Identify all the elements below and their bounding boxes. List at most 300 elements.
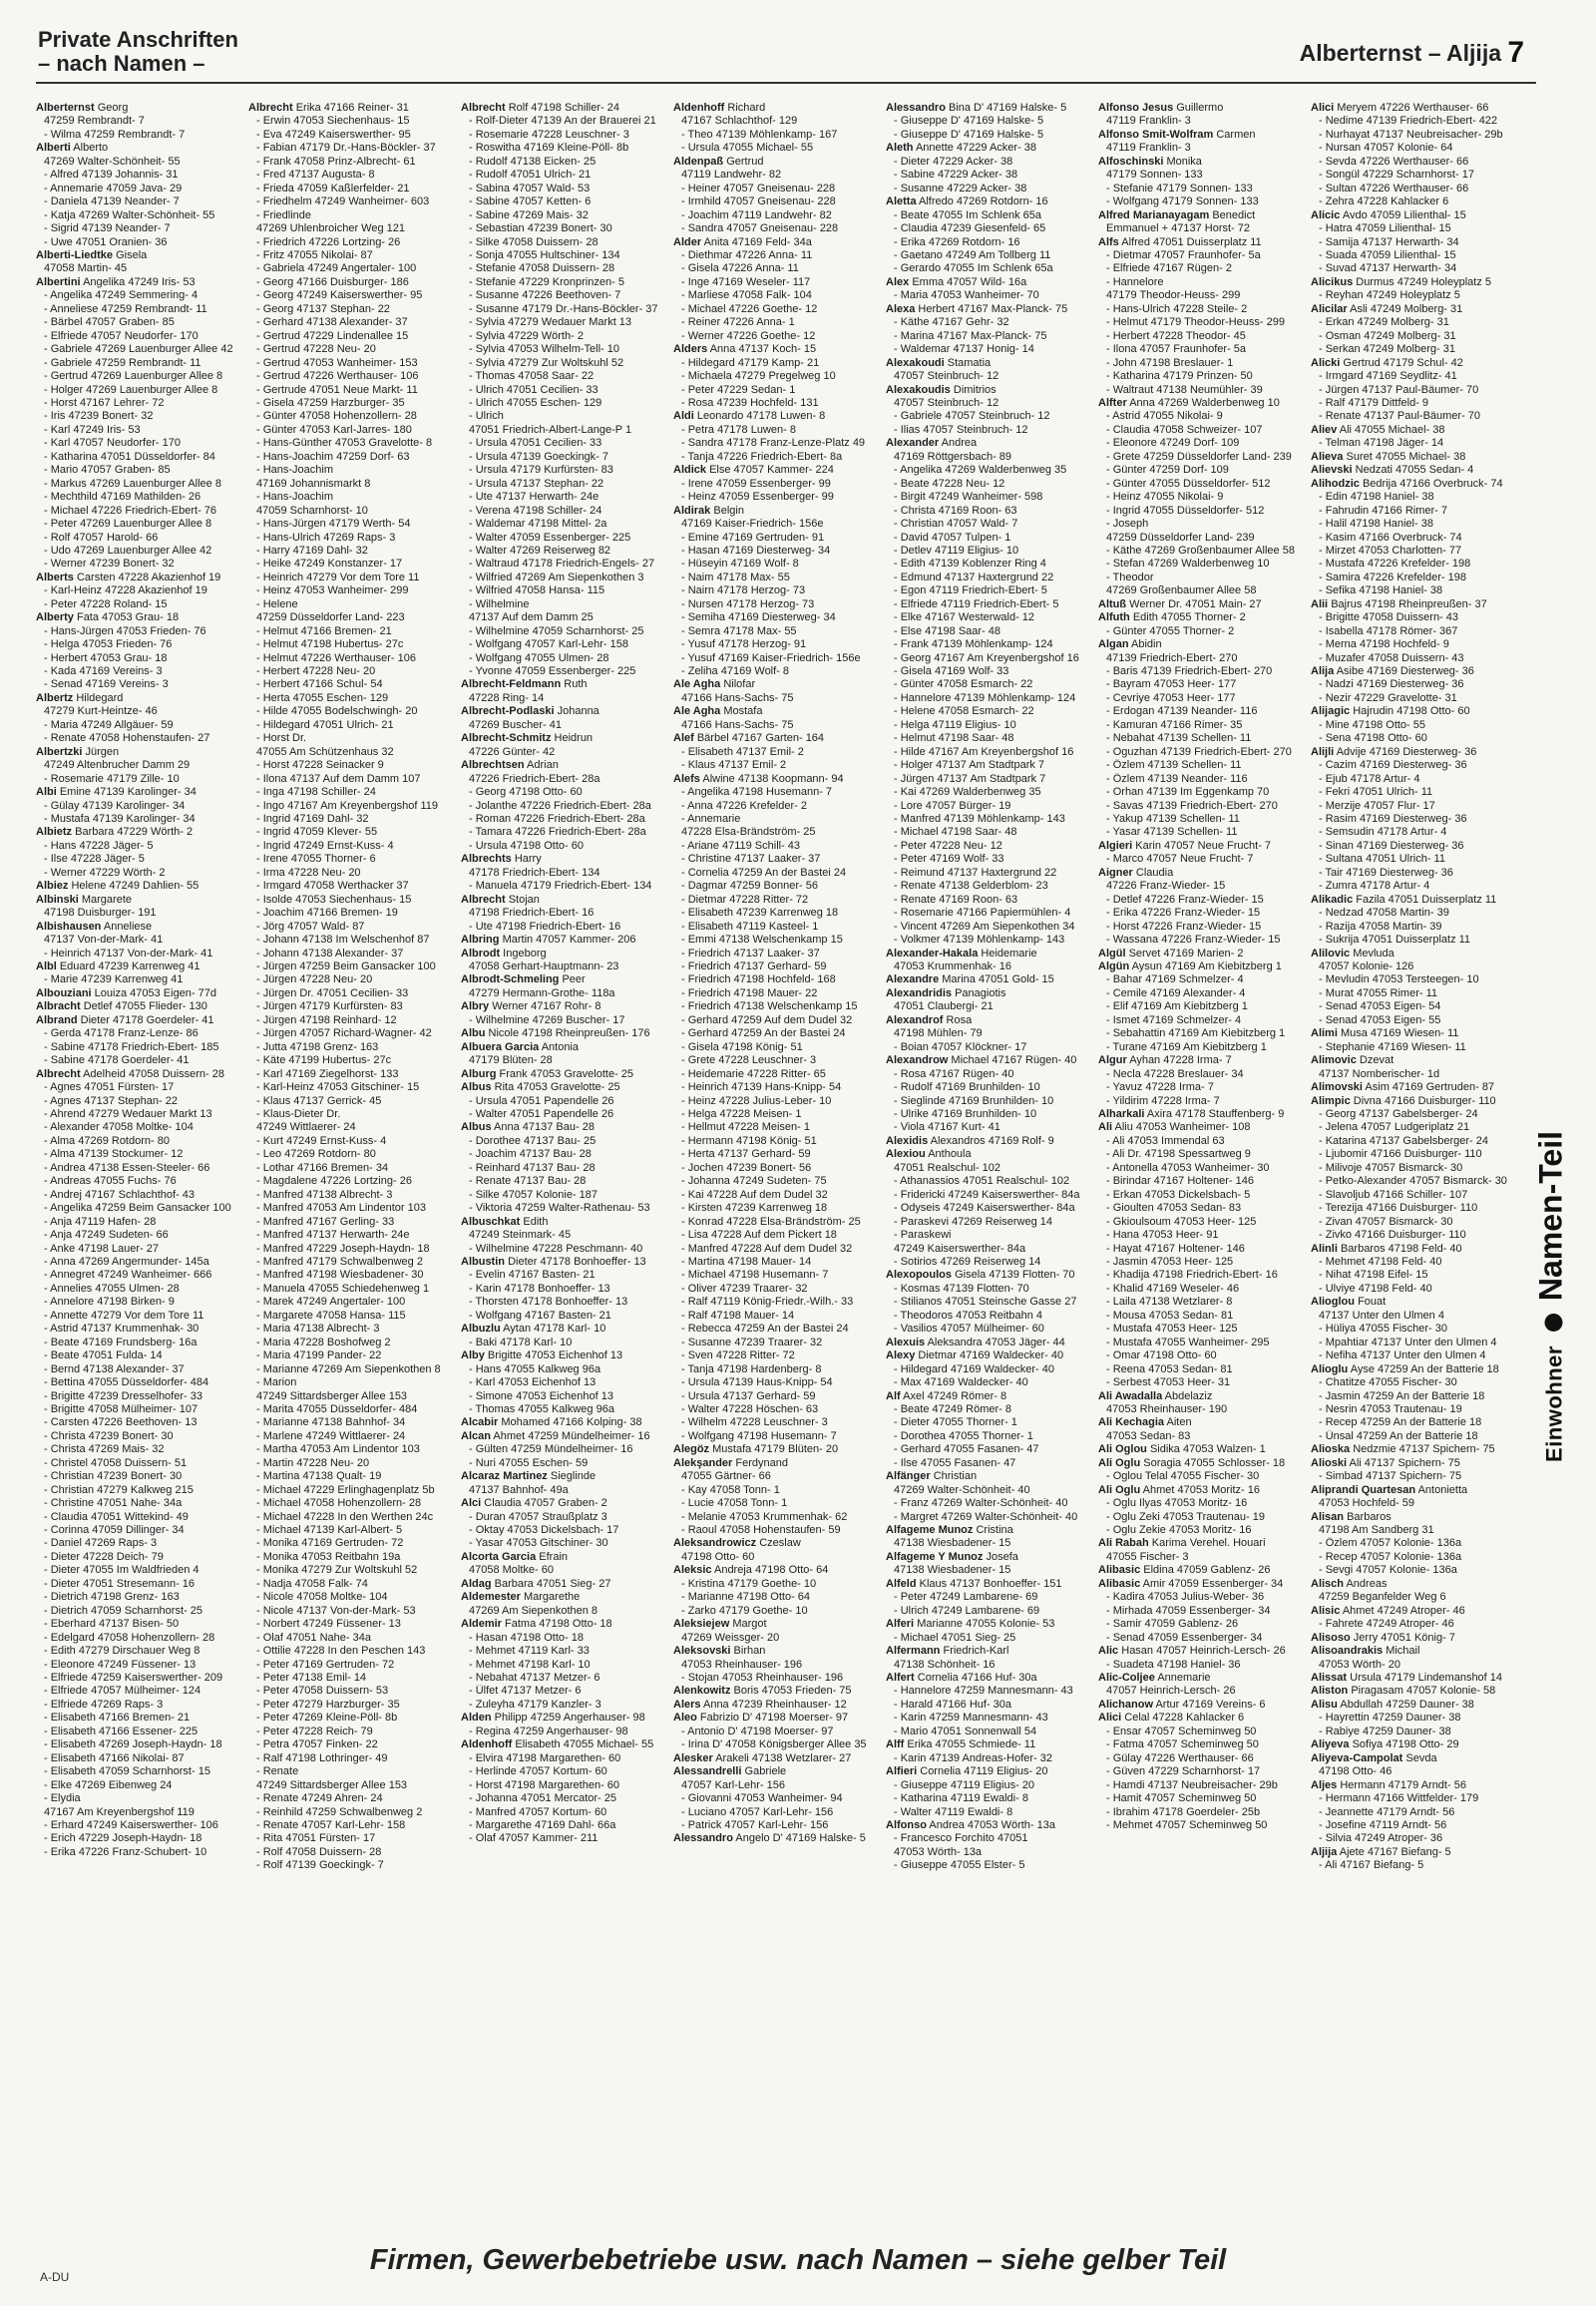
directory-entry <box>673 1229 876 1242</box>
entry-details: Stojan <box>508 893 540 906</box>
section-subtitle: – nach Namen – <box>38 51 205 76</box>
directory-entry <box>1098 1403 1301 1416</box>
directory-entry <box>886 1551 1088 1564</box>
entry-details: - Dietrich 47059 Scharnhorst- 25 <box>44 1604 202 1617</box>
directory-entry <box>248 1337 451 1349</box>
entry-details: 47228 Ring- 14 <box>469 691 545 704</box>
directory-entry <box>673 491 876 504</box>
entry-details: Sieglinde <box>550 1470 597 1483</box>
directory-entry <box>886 397 1088 410</box>
entry-surname: Alii <box>1311 597 1329 610</box>
entry-details: - Erika 47226 Franz-Wieder- 15 <box>1106 907 1261 920</box>
entry-surname: Alexandrow <box>886 1054 949 1067</box>
directory-entry <box>1311 826 1513 839</box>
directory-entry <box>1098 397 1301 410</box>
entry-details: - Iris 47239 Bonert- 32 <box>44 410 154 423</box>
entry-details: - Manfred 47138 Albrecht- 3 <box>256 1188 393 1201</box>
entry-details: - Gülay 47139 Karolinger- 34 <box>44 799 186 812</box>
directory-entry <box>248 1537 451 1550</box>
directory-entry <box>248 183 451 195</box>
directory-entry <box>673 1645 876 1658</box>
entry-surname: Alisoso <box>1311 1631 1351 1644</box>
entry-details: - Mirzet 47053 Charlotten- 77 <box>1319 544 1462 557</box>
directory-entry <box>1098 1027 1301 1040</box>
directory-entry <box>36 1416 238 1429</box>
directory-entry <box>1311 1202 1513 1215</box>
directory-entry <box>1098 1243 1301 1256</box>
directory-entry <box>1311 276 1513 289</box>
entry-details: - Erwin 47053 Siechenhaus- 15 <box>256 115 410 128</box>
directory-entry <box>461 370 663 383</box>
directory-entry <box>886 169 1088 182</box>
directory-entry <box>1311 1363 1513 1376</box>
directory-entry <box>461 384 663 397</box>
entry-details: - Elisabeth 47239 Karrenweg 18 <box>681 907 839 920</box>
directory-entry <box>886 719 1088 732</box>
directory-entry <box>1098 1229 1301 1242</box>
entry-details: Jürgen <box>85 745 120 758</box>
directory-entry <box>248 948 451 961</box>
entry-details: Frank 47053 Gravelotte- 25 <box>499 1067 634 1080</box>
entry-details: - Özlem 47139 Neander- 116 <box>1106 772 1248 785</box>
entry-details: - Christa 47269 Mais- 32 <box>44 1443 165 1456</box>
entry-surname: Alfter <box>1098 396 1127 409</box>
entry-details: - Annelies 47055 Ulmen- 28 <box>44 1282 180 1295</box>
directory-entry <box>673 1806 876 1819</box>
directory-entry <box>1098 1511 1301 1524</box>
directory-entry <box>1311 1443 1513 1456</box>
entry-details: - Christine 47051 Nahe- 34a <box>44 1497 183 1510</box>
entry-surname: Alegöz <box>673 1443 710 1456</box>
entry-details: Heidemarie <box>981 947 1037 960</box>
directory-entry <box>1098 611 1301 624</box>
entry-details: - Erdogan 47139 Neander- 116 <box>1106 705 1258 718</box>
entry-details: - Kirsten 47239 Karrenweg 18 <box>681 1202 828 1215</box>
entry-details: Annemarie <box>1157 1672 1211 1685</box>
directory-entry <box>461 410 663 423</box>
entry-details: - Simbad 47137 Spichern- 75 <box>1319 1470 1462 1483</box>
entry-details: Ruth <box>564 678 588 691</box>
directory-entry <box>461 195 663 208</box>
directory-entry <box>886 545 1088 558</box>
directory-entry <box>1311 1403 1513 1416</box>
entry-details: - Sabine 47229 Acker- 38 <box>894 169 1018 182</box>
directory-entry <box>1311 1337 1513 1349</box>
directory-entry <box>886 1605 1088 1618</box>
entry-details: - Orhan 47139 Im Eggenkamp 70 <box>1106 786 1270 799</box>
entry-details: - Günter 47055 Thorner- 2 <box>1106 624 1235 637</box>
directory-entry <box>1311 222 1513 235</box>
entry-details: - Andrea 47138 Essen-Steeler- 66 <box>44 1161 210 1174</box>
directory-entry <box>36 1337 238 1349</box>
directory-entry <box>886 1283 1088 1296</box>
entry-details: - Mustafa 47053 Heer- 125 <box>1106 1323 1238 1336</box>
directory-column-3 <box>461 102 663 2216</box>
entry-surname: Alex <box>886 275 910 288</box>
entry-details: Karin 47057 Neue Frucht- 7 <box>1135 839 1272 852</box>
entry-details: - Sigrid 47139 Neander- 7 <box>44 222 171 235</box>
entry-details: Nedzati 47055 Sedan- 4 <box>1355 464 1474 477</box>
directory-entry <box>1098 1337 1301 1349</box>
entry-details: - Ulrike 47169 Brunhilden- 10 <box>894 1107 1037 1120</box>
entry-details: - Jürgen 47057 Richard-Wagner- 42 <box>256 1027 432 1040</box>
entry-details: - Sylvia 47279 Zur Woltskuhl 52 <box>469 356 624 369</box>
entry-details: - Katarina 47137 Gabelsberger- 24 <box>1319 1134 1488 1147</box>
entry-details: Martin 47057 Kammer- 206 <box>502 934 636 947</box>
directory-entry <box>1098 1779 1301 1792</box>
entry-details: - Samir 47059 Gablenz- 26 <box>1106 1618 1239 1631</box>
directory-entry <box>886 1337 1088 1349</box>
entry-details: - Susanne 47239 Traarer- 32 <box>681 1336 823 1348</box>
entry-details: - Anja 47119 Hafen- 28 <box>44 1215 157 1228</box>
directory-column-5 <box>886 102 1088 2216</box>
directory-entry <box>673 584 876 597</box>
entry-details: Asli 47249 Molberg- 31 <box>1350 302 1463 315</box>
directory-entry <box>1311 1175 1513 1188</box>
directory-entry <box>1098 1054 1301 1067</box>
directory-entry <box>461 1202 663 1215</box>
entry-details: - Yusuf 47178 Herzog- 91 <box>681 638 807 651</box>
entry-details: 47119 Franklin- 3 <box>1106 142 1191 155</box>
entry-surname: Aleo <box>673 1712 697 1725</box>
entry-details: - Ariane 47119 Schill- 43 <box>681 839 801 852</box>
entry-surname: Albrodt <box>461 947 501 960</box>
entry-details: - Viola 47167 Kurt- 41 <box>894 1121 1000 1134</box>
entry-details: - Heinrich 47137 Von-der-Mark- 41 <box>44 947 213 960</box>
entry-details: - Horst 47228 Seinacker 9 <box>256 759 384 772</box>
directory-entry <box>1098 732 1301 745</box>
directory-entry <box>461 1497 663 1510</box>
entry-details: 47249 Sittardsberger Allee 153 <box>256 1778 408 1791</box>
entry-details: - Samira 47226 Krefelder- 198 <box>1319 571 1466 583</box>
directory-entry <box>461 1283 663 1296</box>
entry-surname: Alexopoulos <box>886 1269 953 1282</box>
directory-entry <box>36 665 238 678</box>
entry-details: - Ursula 47055 Michael- 55 <box>681 142 814 155</box>
entry-details: - Nebahat 47139 Schellen- 11 <box>1106 732 1252 745</box>
entry-details: - Cazim 47169 Diesterweg- 36 <box>1319 759 1467 772</box>
directory-entry <box>461 1041 663 1054</box>
entry-details: - Hans-Joachim 47259 Dorf- 63 <box>256 450 410 463</box>
directory-entry <box>673 1792 876 1805</box>
directory-entry <box>886 1738 1088 1751</box>
directory-entry <box>248 638 451 651</box>
entry-details: - Manfred 47228 Auf dem Dudel 32 <box>681 1242 853 1255</box>
directory-entry <box>673 209 876 222</box>
entry-details: - Herbert 47166 Schul- 54 <box>256 678 383 691</box>
directory-entry <box>886 1027 1088 1040</box>
directory-entry <box>1311 894 1513 907</box>
entry-details: - Karl-Heinz 47053 Gitschiner- 15 <box>256 1081 420 1094</box>
directory-entry <box>1098 1256 1301 1269</box>
entry-details: - Wilhelm 47228 Leuschner- 3 <box>681 1416 828 1429</box>
entry-details: - Gabriele 47269 Lauenburger Allee 42 <box>44 343 233 356</box>
entry-surname: Aleksic <box>673 1564 712 1577</box>
entry-details: Claudia 47057 Graben- 2 <box>484 1497 607 1510</box>
directory-entry <box>1098 370 1301 383</box>
directory-entry <box>36 678 238 691</box>
directory-entry <box>673 478 876 491</box>
directory-entry <box>1311 303 1513 316</box>
entry-details: Cornelia 47119 Eligius- 20 <box>920 1765 1048 1778</box>
entry-surname: Albiez <box>36 880 69 893</box>
directory-entry <box>673 129 876 142</box>
entry-details: - Wilfried 47269 Am Siepenkothen 3 <box>469 571 644 583</box>
entry-details: - Claudia 47239 Giesenfeld- 65 <box>894 222 1046 235</box>
entry-details: - Johann 47138 Im Welschenhof 87 <box>256 934 430 947</box>
entry-details: 47198 Am Sandberg 31 <box>1319 1524 1434 1537</box>
entry-details: - Manfred 47139 Möhlenkamp- 143 <box>894 813 1065 826</box>
entry-details: - Hildegard 47169 Waldecker- 40 <box>894 1362 1055 1375</box>
entry-details: - Sinan 47169 Diesterweg- 36 <box>1319 839 1464 852</box>
entry-details: - Rasim 47169 Diesterweg- 36 <box>1319 813 1467 826</box>
directory-entry <box>673 867 876 880</box>
entry-surname: Alferi <box>886 1618 915 1631</box>
entry-surname: Albrechts <box>461 853 512 866</box>
directory-entry <box>886 1752 1088 1765</box>
entry-details: - Ali 47167 Biefang- 5 <box>1319 1859 1424 1872</box>
directory-entry <box>673 948 876 961</box>
entry-details: - Jochen 47239 Bonert- 56 <box>681 1161 812 1174</box>
entry-details: 47053 Sedan- 83 <box>1106 1429 1191 1442</box>
directory-entry <box>673 222 876 235</box>
entry-details: - John 47198 Breslauer- 1 <box>1106 356 1234 369</box>
entry-details: - Fred 47137 Augusta- 8 <box>256 169 375 182</box>
directory-entry <box>248 961 451 973</box>
entry-details: Eduard 47239 Karrenweg 41 <box>59 961 200 972</box>
entry-details: - Joachim 47119 Landwehr- 82 <box>681 208 832 221</box>
entry-details: - Kamuran 47166 Rimer- 35 <box>1106 718 1243 731</box>
entry-details: - Marek 47249 Angertaler- 100 <box>256 1296 406 1309</box>
directory-entry <box>673 678 876 691</box>
directory-entry <box>673 1054 876 1067</box>
directory-entry <box>1311 948 1513 961</box>
entry-surname: Alisic <box>1311 1604 1341 1617</box>
entry-surname: Albustin <box>461 1255 505 1268</box>
entry-details: - Friedrich 47137 Laaker- 37 <box>681 947 820 960</box>
entry-surname: Albrodt-Schmeling <box>461 973 560 986</box>
entry-details: Musa 47169 Wiesen- 11 <box>1340 1027 1459 1040</box>
directory-entry <box>248 129 451 142</box>
directory-entry <box>1311 1578 1513 1591</box>
entry-surname: Alders <box>673 343 708 356</box>
directory-entry <box>461 183 663 195</box>
directory-entry <box>886 357 1088 370</box>
entry-details: 47198 Otto- 46 <box>1319 1765 1393 1778</box>
entry-details: - Maria 47053 Wanheimer- 70 <box>894 289 1039 302</box>
entry-details: - Helga 47228 Meisen- 1 <box>681 1107 802 1120</box>
entry-surname: Alesker <box>673 1751 713 1764</box>
directory-entry <box>248 1551 451 1564</box>
directory-entry <box>36 1738 238 1751</box>
entry-surname: Alessandro <box>886 102 946 114</box>
entry-details: - Ralf 47119 König-Friedr.-Wilh.- 33 <box>681 1296 854 1309</box>
entry-details: - Manfred 47057 Kortum- 60 <box>469 1805 607 1818</box>
entry-details: - Wilhelmine 47269 Buscher- 17 <box>469 1013 625 1026</box>
entry-details: - Brigitte 47058 Duissern- 43 <box>1319 611 1459 624</box>
directory-entry <box>36 1376 238 1389</box>
entry-details: - Manfred 47137 Herwarth- 24e <box>256 1229 410 1242</box>
directory-entry <box>36 948 238 961</box>
entry-details: - Jürgen Dr. 47051 Cecilien- 33 <box>256 986 409 999</box>
entry-details: - Yvonne 47059 Essenberger- 225 <box>469 665 636 678</box>
entry-details: Bajrus 47198 Rheinpreußen- 37 <box>1331 597 1487 610</box>
entry-details: - Renate 47249 Ahren- 24 <box>256 1792 383 1805</box>
entry-details: - Senad 47053 Eigen- 54 <box>1319 1000 1441 1013</box>
directory-entry <box>1311 1792 1513 1805</box>
entry-details: 47259 Düsseldorfer Land- 239 <box>1106 531 1255 544</box>
entry-details: - Konrad 47228 Elsa-Brändström- 25 <box>681 1215 861 1228</box>
directory-entry <box>1311 209 1513 222</box>
entry-details: - Hüliya 47055 Fischer- 30 <box>1319 1323 1448 1336</box>
directory-entry <box>248 1269 451 1282</box>
directory-entry <box>461 1470 663 1483</box>
entry-details: - Wassana 47226 Franz-Wieder- 15 <box>1106 934 1281 947</box>
entry-details: - Hans-Ulrich 47228 Steile- 2 <box>1106 302 1248 315</box>
directory-entry <box>248 1256 451 1269</box>
directory-entry <box>461 1591 663 1604</box>
directory-entry <box>461 813 663 826</box>
entry-details: - Irina D' 47058 Königsberger Allee 35 <box>681 1738 867 1751</box>
entry-surname: Aletta <box>886 195 917 208</box>
entry-details: - Max 47169 Waldecker- 40 <box>894 1376 1028 1389</box>
entry-details: Elisabeth 47055 Michael- 55 <box>515 1738 654 1751</box>
entry-surname: Alenkowitz <box>673 1685 731 1698</box>
entry-details: 47269 Am Siepenkothen 8 <box>469 1604 598 1617</box>
directory-entry <box>1098 249 1301 262</box>
entry-details: - Renate 47057 Karl-Lehr- 158 <box>256 1819 406 1831</box>
entry-details: - Thomas 47055 Kalkweg 96a <box>469 1402 614 1415</box>
directory-entry <box>248 746 451 759</box>
entry-details: - Harry 47169 Dahl- 32 <box>256 544 368 557</box>
entry-details: - Ali Dr. 47198 Spessartweg 9 <box>1106 1148 1251 1161</box>
directory-entry <box>1311 665 1513 678</box>
entry-details: - Inge 47169 Weseler- 117 <box>681 275 811 288</box>
entry-surname: Alicikus <box>1311 275 1354 288</box>
entry-details: Sidikа 47053 Walzen- 1 <box>1149 1443 1266 1456</box>
directory-entry <box>36 719 238 732</box>
entry-surname: Alfonso <box>886 1819 927 1831</box>
entry-details: - Christel 47058 Duissern- 51 <box>44 1456 188 1469</box>
directory-entry <box>673 1416 876 1429</box>
entry-details: - Fekri 47051 Ulrich- 11 <box>1319 786 1433 799</box>
entry-details: - Helga 47119 Eligius- 10 <box>894 718 1016 731</box>
directory-entry <box>673 921 876 934</box>
directory-entry <box>1098 1014 1301 1027</box>
entry-details: - Peter 47228 Roland- 15 <box>44 597 168 610</box>
entry-details: - Slavoljub 47166 Schiller- 107 <box>1319 1188 1468 1201</box>
directory-entry <box>1311 652 1513 665</box>
entry-details: Meryem 47226 Werthauser- 66 <box>1337 102 1489 114</box>
entry-details: - Dorothee 47137 Bau- 25 <box>469 1134 597 1147</box>
entry-details: - Rolf 47139 Goeckingk- 7 <box>256 1859 384 1872</box>
entry-details: - Claudia 47051 Wittekind- 49 <box>44 1510 189 1523</box>
directory-entry <box>673 1564 876 1577</box>
directory-entry <box>36 1269 238 1282</box>
directory-entry <box>248 1430 451 1443</box>
entry-surname: Albishausen <box>36 920 102 933</box>
directory-entry <box>461 1363 663 1376</box>
directory-entry <box>1098 1310 1301 1323</box>
entry-details: - Christa 47169 Roon- 63 <box>894 504 1017 517</box>
directory-entry <box>673 1095 876 1108</box>
directory-entry <box>1098 1738 1301 1751</box>
entry-details: - Ursula 47051 Papendelle 26 <box>469 1094 614 1107</box>
directory-entry <box>1311 1216 1513 1229</box>
entry-details: - Senad 47169 Vereins- 3 <box>44 678 169 691</box>
directory-entry <box>1098 102 1301 115</box>
entry-details: - Necla 47228 Breslauer- 34 <box>1106 1067 1244 1080</box>
entry-details: - Gisela 47259 Harzburger- 35 <box>256 396 405 409</box>
entry-surname: Alberts <box>36 571 74 583</box>
directory-entry <box>461 1685 663 1698</box>
directory-entry <box>461 1416 663 1429</box>
entry-details: Nedzmie 47137 Spichern- 75 <box>1353 1443 1495 1456</box>
directory-entry <box>1098 1699 1301 1712</box>
directory-entry <box>1311 1659 1513 1672</box>
directory-entry <box>673 800 876 813</box>
directory-entry <box>248 1027 451 1040</box>
directory-entry <box>1311 678 1513 691</box>
directory-entry <box>248 1363 451 1376</box>
directory-entry <box>461 303 663 316</box>
directory-entry <box>461 249 663 262</box>
entry-details: - Ilona 47137 Auf dem Damm 107 <box>256 772 421 785</box>
entry-details: - Rudolf 47051 Ulrich- 21 <box>469 169 592 182</box>
entry-details: - Renate 47137 Paul-Bäumer- 70 <box>1319 410 1481 423</box>
entry-details: - Gaetano 47249 Am Tollberg 11 <box>894 248 1051 261</box>
directory-entry <box>1098 1430 1301 1443</box>
entry-surname: Ali Kechagia <box>1098 1416 1165 1429</box>
directory-entry <box>461 1699 663 1712</box>
entry-details: - Gerhard 47055 Fasanen- 47 <box>894 1443 1039 1456</box>
entry-details: - Ingrid 47169 Dahl- 32 <box>256 813 369 826</box>
entry-details: - Holger 47269 Lauenburger Allee 8 <box>44 383 218 396</box>
directory-entry <box>248 1699 451 1712</box>
directory-entry <box>673 1121 876 1134</box>
directory-entry <box>673 773 876 786</box>
directory-entry <box>248 424 451 437</box>
entry-details: - Katja 47269 Walter-Schönheit- 55 <box>44 208 215 221</box>
directory-entry <box>886 598 1088 611</box>
entry-surname: Alijagic <box>1311 705 1351 718</box>
directory-entry <box>461 1618 663 1631</box>
entry-details: - Edmund 47137 Haxtergrund 22 <box>894 571 1054 583</box>
directory-entry <box>886 1148 1088 1161</box>
directory-entry <box>36 1162 238 1175</box>
directory-entry <box>1311 692 1513 705</box>
directory-entry <box>886 1216 1088 1229</box>
directory-entry <box>1311 1095 1513 1108</box>
directory-entry <box>886 1578 1088 1591</box>
directory-entry <box>1311 1256 1513 1269</box>
entry-details: - Dietrich 47198 Grenz- 163 <box>44 1591 180 1604</box>
directory-entry <box>248 1497 451 1510</box>
entry-details: - Walter 47051 Papendelle 26 <box>469 1107 614 1120</box>
directory-entry <box>1098 705 1301 718</box>
directory-entry <box>36 156 238 169</box>
entry-details: Andreja 47198 Otto- 64 <box>713 1564 829 1577</box>
directory-entry <box>36 1806 238 1819</box>
entry-details: - Erhard 47249 Kaiserswerther- 106 <box>44 1819 218 1831</box>
entry-details: - Gertrud 47229 Lindenallee 15 <box>256 329 409 342</box>
entry-details: Fatma 47198 Otto- 18 <box>505 1618 612 1631</box>
entry-details: - Emmi 47138 Welschenkamp 15 <box>681 934 843 947</box>
entry-details: - Sebastian 47239 Bonert- 30 <box>469 222 612 235</box>
entry-details: Arakeli 47138 Wetzlarer- 27 <box>715 1751 852 1764</box>
directory-entry <box>36 1081 238 1094</box>
entry-details: - Hasan 47198 Otto- 18 <box>469 1631 584 1644</box>
